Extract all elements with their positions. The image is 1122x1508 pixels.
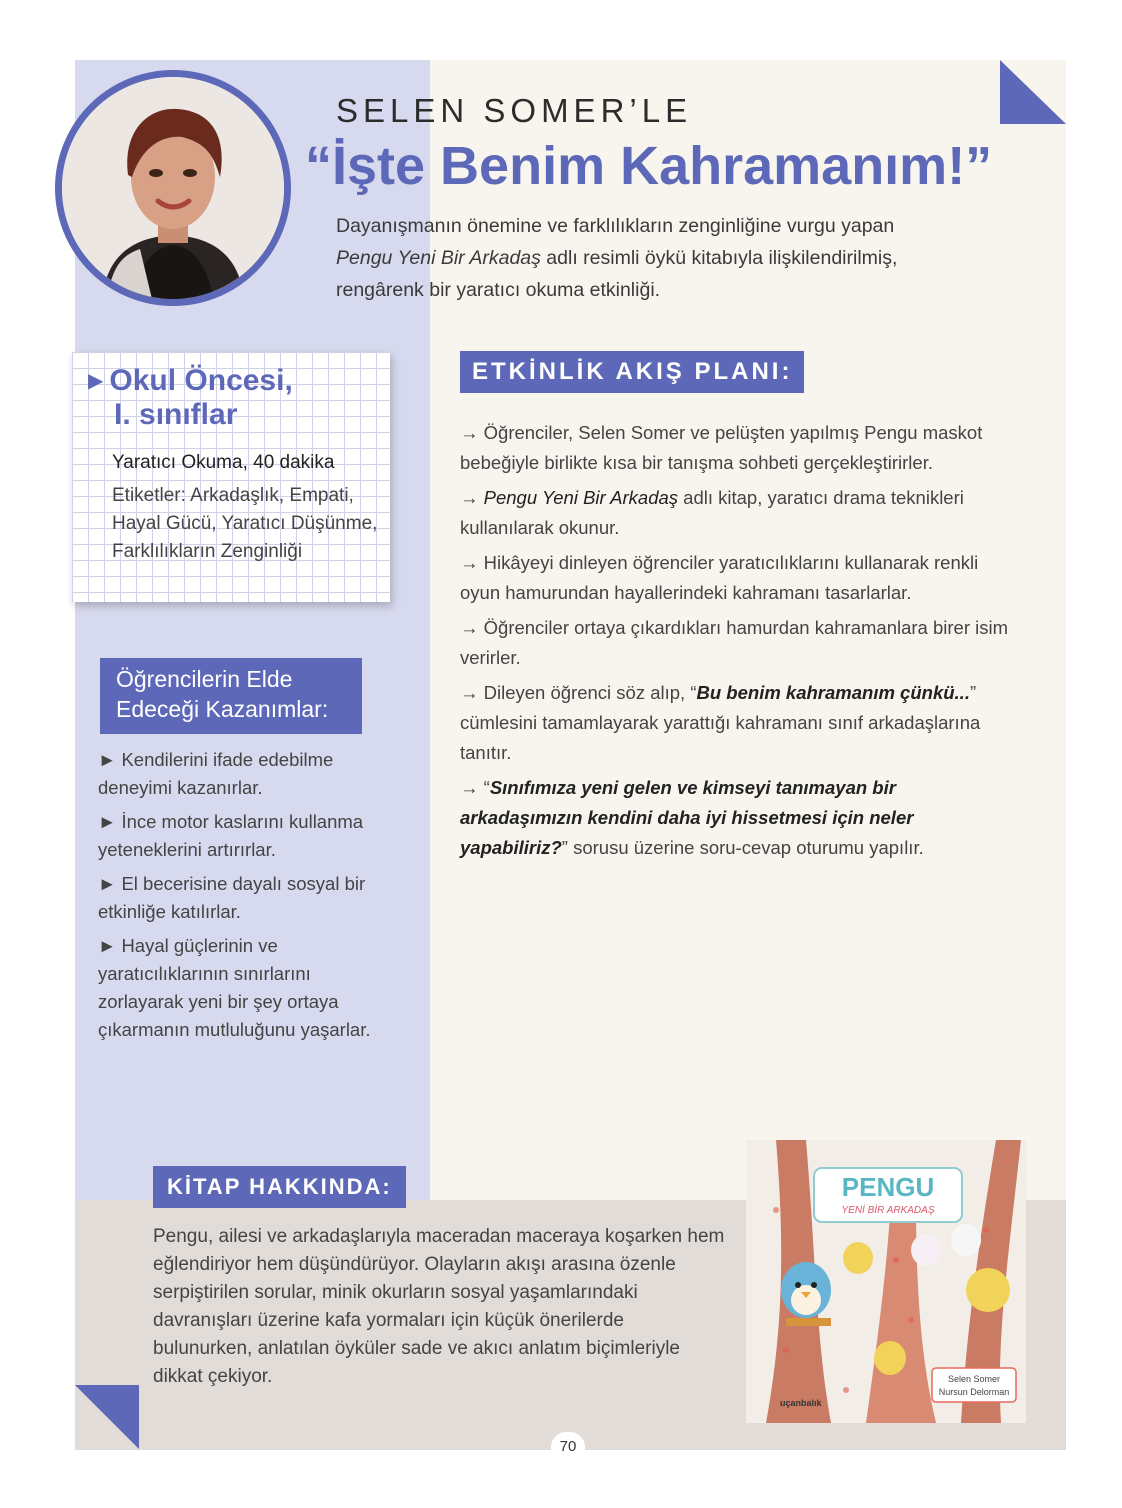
cover-author-2: Nursun Delorman <box>938 1387 1010 1397</box>
outcome-item: ► Kendilerini ifade edebilme deneyimi kazanırlar. <box>98 749 334 798</box>
outcome-item: ► El becerisine dayalı sosyal bir etkinliğe katılırlar. <box>98 873 366 922</box>
flow-step-1: → Öğrenciler, Selen Somer ve pelüşten yapılmış Pengu maskot bebeğiyle birlikte kısa bir tanışma sohbeti gerçekleştirirler. <box>460 422 983 473</box>
flow-step-3: → Hikâyeyi dinleyen öğrenciler yaratıcılıklarını kullanarak renkli oyun hamurundan hayallerindeki kahramanı tasarlarlar. <box>460 552 979 603</box>
triangle-bullet-icon: ▶ <box>88 370 104 392</box>
flow-question: Sınıfımıza yeni gelen ve kimseyi tanımayan bir arkadaşımızın kendini daha iyi hissetmesi için neler yapabiliriz? <box>460 777 914 858</box>
flow-step-4: → Öğrenciler ortaya çıkardıkları hamurdan kahramanlara birer isim verirler. <box>460 617 1009 668</box>
outcomes-heading-line-2: Edeceği Kazanımlar: <box>116 696 329 722</box>
level-info-card <box>72 352 390 602</box>
intro-line-2: adlı resimli öykü kitabıyla ilişkilendirilmiş, <box>540 247 898 269</box>
flow-book-title: Pengu Yeni Bir Arkadaş <box>483 487 679 508</box>
cover-publisher: uçanbalık <box>780 1398 822 1408</box>
outcomes-heading <box>100 658 362 734</box>
arrow-icon: → <box>460 617 479 638</box>
arrow-icon: → <box>460 682 479 703</box>
arrow-icon: → <box>460 422 479 443</box>
book-cover <box>746 1140 1026 1423</box>
outcome-item: ► Hayal güçlerinin ve yaratıcılıklarının sınırlarını zorlayarak yeni bir şey ortaya çıkarmanın mutluluğunu yaşarlar. <box>98 935 371 1040</box>
author-portrait <box>55 70 291 306</box>
arrow-icon: → <box>460 487 479 508</box>
page-number: 70 <box>551 1432 585 1462</box>
activity-duration: Yaratıcı Okuma, 40 dakika <box>112 452 335 473</box>
flow-step-6: → “Sınıfımıza yeni gelen ve kimseyi tanımayan bir arkadaşımızın kendini daha iyi hissetmesi için neler yapabiliriz?” sorusu üzerine soru-cevap oturumu yapılır. <box>460 777 924 858</box>
intro-book-title: Pengu Yeni Bir Arkadaş <box>336 247 541 269</box>
cover-author-1: Selen Somer <box>947 1374 1001 1384</box>
grade-level-line-1: Okul Öncesi, <box>109 364 293 397</box>
activity-flow-heading: ETKİNLİK AKIŞ PLANI: <box>460 351 804 393</box>
flow-step-5: → Dileyen öğrenci söz alıp, “Bu benim kahramanım çünkü...” cümlesini tamamlayarak yarattığı kahramanı sınıf arkadaşlarına tanıtır. <box>460 682 981 763</box>
flow-step-2: → Pengu Yeni Bir Arkadaş adlı kitap, yaratıcı drama teknikleri kullanılarak okunur. <box>460 487 964 538</box>
intro-line-3: rengârenk bir yaratıcı okuma etkinliği. <box>336 279 661 301</box>
cover-title: PENGU <box>841 1172 935 1202</box>
arrow-icon: → <box>460 777 479 798</box>
author-kicker: SELEN SOMER’LE <box>336 92 693 129</box>
book-cover-illustration <box>746 1140 1026 1423</box>
portrait-illustration <box>62 77 284 299</box>
outcomes-heading-line-1: Öğrencilerin Elde <box>116 666 293 692</box>
activity-tags: Etiketler: Arkadaşlık, Empati, Hayal Gücü, Yaratıcı Düşünme, Farklılıkların Zenginliği <box>112 485 378 562</box>
about-book-text: Pengu, ailesi ve arkadaşlarıyla maceradan maceraya koşarken hem eğlendiriyor hem düşündürüyor. Olayların akışı arasına özenle serpiştirilen sorular, minik okurların sosyal yaşamlarındaki davranışları üzerine kafa yormaları için küçük önerilerde bulunurken, anlatılan öyküler sade ve akıcı anlatım biçimleriyle dikkat çekiyor. <box>153 1226 725 1387</box>
outcomes-list <box>98 746 398 1050</box>
flow-quote: Bu benim kahramanım çünkü... <box>696 682 970 703</box>
grade-level-line-2: I. sınıflar <box>114 398 238 431</box>
grade-level <box>88 364 293 432</box>
outcome-item: ► İnce motor kaslarını kullanma yeteneklerini artırırlar. <box>98 811 364 860</box>
intro-line-1: Dayanışmanın önemine ve farklılıkların zenginliğine vurgu yapan <box>336 215 895 237</box>
about-book-heading: KİTAP HAKKINDA: <box>153 1166 406 1208</box>
intro-text <box>336 210 976 306</box>
activity-flow-list <box>460 418 1020 868</box>
arrow-icon: → <box>460 552 479 573</box>
cover-subtitle: YENİ BİR ARKADAŞ <box>841 1205 935 1216</box>
page-title: “İşte Benim Kahramanım!” <box>305 136 993 196</box>
